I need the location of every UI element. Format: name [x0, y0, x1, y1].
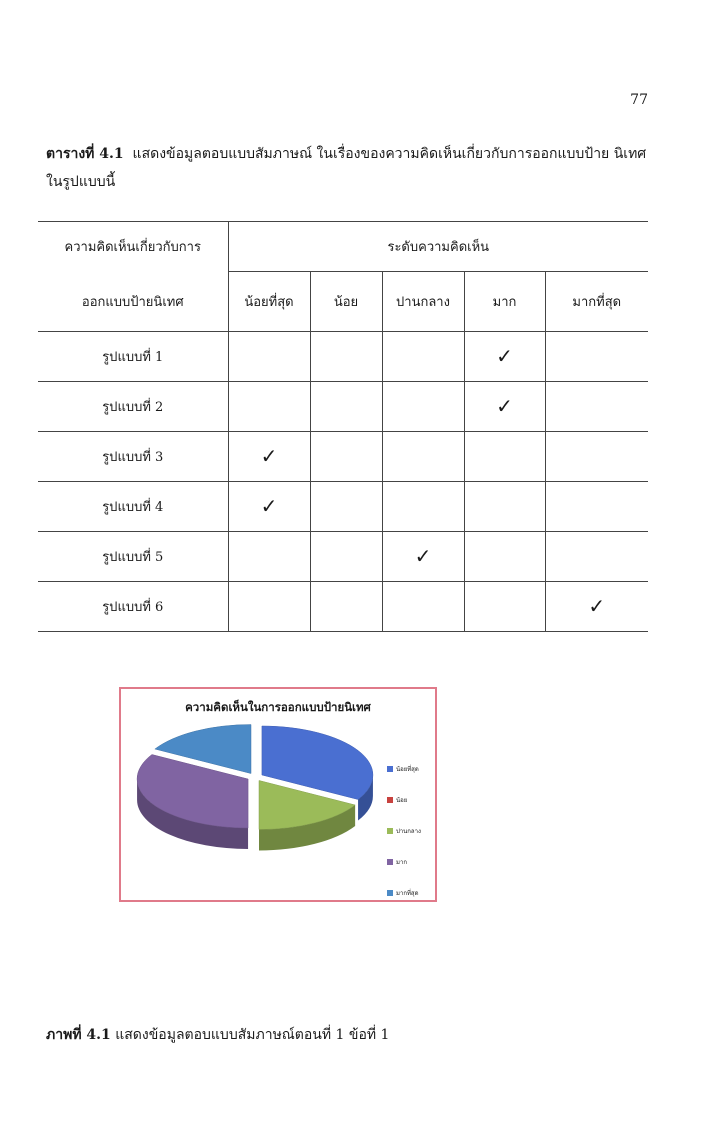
level-header: มากที่สุด	[545, 272, 648, 332]
level-cell	[545, 332, 648, 382]
figure-caption	[46, 1021, 656, 1049]
level-header: มาก	[464, 272, 545, 332]
row-label: รูปแบบที่ 3	[38, 432, 228, 482]
check-mark-icon: ✓	[414, 544, 432, 568]
page-number: 77	[630, 92, 648, 108]
level-cell	[382, 332, 464, 382]
level-cell	[545, 482, 648, 532]
level-cell	[545, 382, 648, 432]
legend-swatch	[387, 890, 393, 896]
legend-item	[387, 877, 421, 908]
level-cell	[310, 482, 382, 532]
level-cell	[464, 432, 545, 482]
level-cell	[382, 432, 464, 482]
level-cell	[382, 382, 464, 432]
level-cell	[545, 532, 648, 582]
level-cell	[228, 332, 310, 382]
row-label: รูปแบบที่ 6	[38, 582, 228, 632]
level-cell	[545, 432, 648, 482]
level-cell	[382, 482, 464, 532]
row-header-line1: ความคิดเห็นเกี่ยวกับการ	[38, 222, 228, 272]
legend-label: น้อยที่สุด	[396, 765, 419, 773]
legend-swatch	[387, 797, 393, 803]
level-header: ปานกลาง	[382, 272, 464, 332]
level-cell	[464, 482, 545, 532]
legend-swatch	[387, 859, 393, 865]
level-cell	[228, 382, 310, 432]
level-cell	[228, 482, 310, 532]
chart-title: ความคิดเห็นในการออกแบบป้ายนิเทศ	[185, 700, 371, 714]
level-cell	[382, 532, 464, 582]
level-cell	[228, 532, 310, 582]
table-caption-label: ตารางที่ 4.1	[46, 146, 124, 162]
opinion-table	[38, 221, 648, 632]
level-cell	[464, 382, 545, 432]
row-label: รูปแบบที่ 5	[38, 532, 228, 582]
table-row	[38, 332, 648, 382]
table-row	[38, 482, 648, 532]
level-cell	[310, 432, 382, 482]
level-cell	[545, 582, 648, 632]
legend-label: มาก	[396, 858, 407, 866]
table-caption	[46, 140, 656, 196]
level-header: น้อย	[310, 272, 382, 332]
legend-item	[387, 846, 421, 877]
check-mark-icon: ✓	[260, 494, 278, 518]
level-cell	[310, 382, 382, 432]
table-row	[38, 432, 648, 482]
legend-item	[387, 784, 421, 815]
row-label: รูปแบบที่ 1	[38, 332, 228, 382]
table-caption-text: แสดงข้อมูลตอบแบบสัมภาษณ์ ในเรื่องของความคิดเห็นเกี่ยวกับการออกแบบป้าย นิเทศในรูปแบบนี้	[46, 146, 647, 190]
level-cell	[310, 332, 382, 382]
check-mark-icon: ✓	[496, 394, 513, 418]
legend-swatch	[387, 766, 393, 772]
check-mark-icon: ✓	[260, 444, 278, 468]
legend-label: น้อย	[396, 796, 408, 804]
figure-caption-label: ภาพที่ 4.1	[46, 1027, 111, 1043]
level-header: น้อยที่สุด	[228, 272, 310, 332]
level-cell	[310, 532, 382, 582]
level-cell	[464, 582, 545, 632]
row-label: รูปแบบที่ 4	[38, 482, 228, 532]
check-mark-icon: ✓	[588, 594, 606, 618]
level-cell	[228, 432, 310, 482]
level-cell	[228, 582, 310, 632]
level-cell	[382, 582, 464, 632]
level-cell	[310, 582, 382, 632]
level-cell	[464, 332, 545, 382]
row-header-line2: ออกแบบป้ายนิเทศ	[38, 272, 228, 332]
legend-item	[387, 815, 421, 846]
chart-legend	[387, 753, 421, 908]
legend-item	[387, 753, 421, 784]
pie-chart	[119, 687, 437, 902]
table-row	[38, 532, 648, 582]
check-mark-icon: ✓	[496, 344, 513, 368]
level-cell	[464, 532, 545, 582]
figure-caption-text: แสดงข้อมูลตอบแบบสัมภาษณ์ตอนที่ 1 ข้อที่ 1	[115, 1027, 390, 1043]
legend-swatch	[387, 828, 393, 834]
row-label: รูปแบบที่ 2	[38, 382, 228, 432]
opinion-level-header: ระดับความคิดเห็น	[228, 222, 648, 272]
table-row	[38, 382, 648, 432]
legend-label: ปานกลาง	[396, 827, 421, 835]
table-row	[38, 582, 648, 632]
legend-label: มากที่สุด	[396, 889, 419, 897]
